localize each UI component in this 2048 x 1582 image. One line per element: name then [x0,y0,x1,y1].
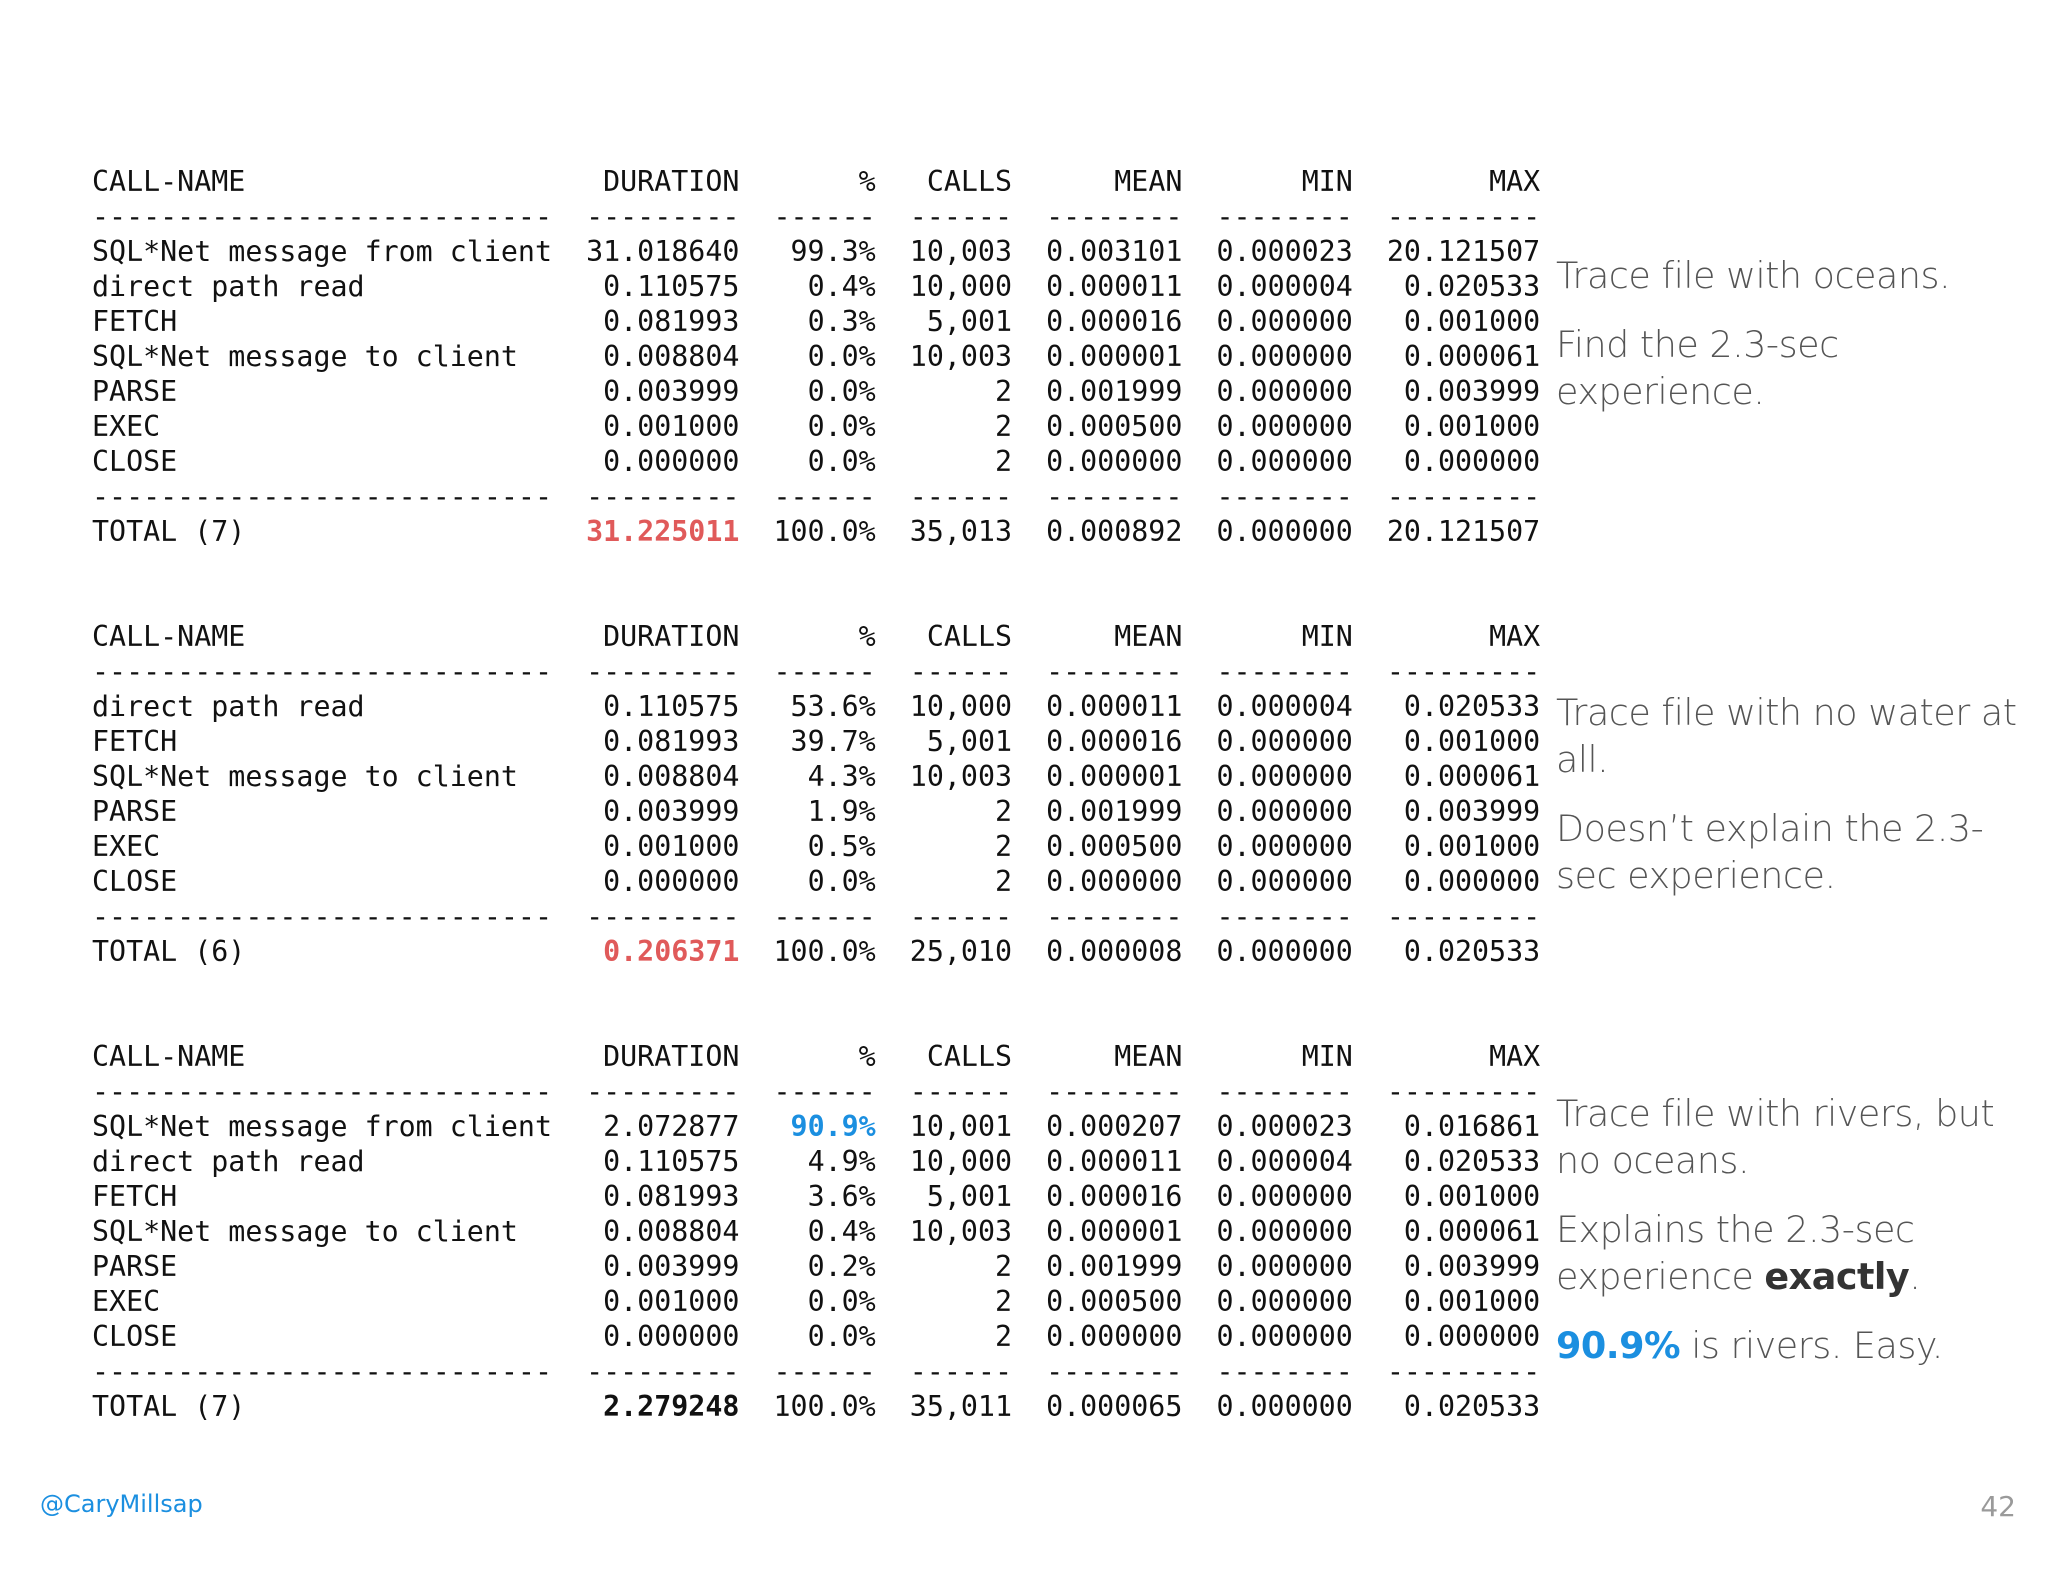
cell-mean: 0.000500 [1046,410,1183,443]
cell-min: -------- [1216,900,1353,933]
cell-max: 0.001000 [1403,1180,1541,1213]
cell-max: 0.000061 [1403,340,1541,373]
cell-duration: 0.081993 [603,305,740,338]
cell-duration: --------- [586,480,740,513]
cell-mean: 0.000008 [1046,935,1183,968]
cell-call-name: SQL*Net message to client [92,760,518,793]
cell-max: 0.001000 [1403,725,1541,758]
cell-mean: 0.003101 [1046,235,1183,268]
note-no-water-line-2: Doesn’t explain the 2.3-sec experience. [1556,807,1984,897]
cell-min: 0.000000 [1216,1180,1353,1213]
cell-min: 0.000000 [1216,410,1353,443]
cell-min: 0.000000 [1216,375,1353,408]
cell-min: 0.000004 [1216,1145,1353,1178]
cell-min: 0.000000 [1216,1320,1353,1353]
cell-call-name: CLOSE [92,445,178,478]
cell-percent: % [858,620,876,653]
note-rivers-line-3-text: is rivers. Easy. [1680,1324,1943,1367]
note-oceans-line-2: Find the 2.3-sec experience. [1556,323,1839,413]
cell-call-name: --------------------------- [92,655,552,688]
cell-calls: 2 [994,445,1013,478]
table-row [92,339,1540,374]
cell-max: MAX [1489,620,1541,653]
cell-mean: -------- [1046,200,1183,233]
cell-min: 0.000000 [1216,725,1353,758]
cell-call-name: EXEC [92,410,161,443]
cell-calls: 2 [995,1285,1013,1318]
cell-calls: 10,003 [909,235,1012,268]
cell-call-name: --------------------------- [92,900,552,933]
cell-calls: CALLS [926,620,1013,653]
cell-duration: DURATION [603,165,740,198]
cell-mean: 0.000892 [1046,515,1183,548]
cell-calls: 10,003 [909,340,1013,373]
cell-percent: 0.5% [807,830,876,863]
cell-percent: ------ [773,1355,876,1388]
cell-calls: 2 [994,865,1013,898]
cell-calls: 10,000 [909,690,1013,723]
table-header-row [92,619,1540,654]
cell-call-name: CALL-NAME [92,165,246,198]
cell-percent: 4.3% [807,760,876,793]
cell-min: 0.000000 [1216,305,1353,338]
cell-max: --------- [1386,200,1541,233]
table-row [92,1179,1540,1214]
cell-mean: 0.000065 [1046,1390,1183,1423]
cell-max: MAX [1489,1040,1541,1073]
table-row [92,864,1540,899]
cell-mean: 0.000011 [1046,270,1183,303]
cell-percent: % [858,1040,876,1073]
cell-percent: ------ [773,1075,876,1108]
cell-min: 0.000000 [1216,865,1353,898]
cell-call-name: TOTAL (6) [92,935,246,968]
cell-min: -------- [1216,1075,1353,1108]
note-no-water [1556,689,2026,921]
cell-call-name: PARSE [92,795,178,828]
cell-calls: 2 [994,1320,1013,1353]
cell-mean: -------- [1046,900,1183,933]
cell-calls: ------ [909,900,1012,933]
cell-percent: ------ [773,480,876,513]
cell-min: 0.000000 [1216,830,1353,863]
cell-mean: 0.000000 [1046,1320,1183,1353]
cell-calls: 2 [995,830,1013,863]
cell-calls: ------ [909,200,1012,233]
table-total-row [92,934,1540,969]
cell-call-name: FETCH [92,725,178,758]
note-rivers-line-1: Trace file with rivers, but no oceans. [1556,1092,1995,1182]
cell-duration: 0.206371 [603,935,740,968]
cell-duration: 0.008804 [603,1215,740,1248]
cell-max: 0.016861 [1403,1110,1541,1143]
note-no-water-line-1: Trace file with no water at all. [1556,691,2017,781]
cell-min: -------- [1216,480,1353,513]
cell-call-name: TOTAL (7) [92,515,246,548]
cell-calls: ------ [909,655,1012,688]
cell-min: 0.000023 [1216,235,1353,268]
table-row [92,1109,1540,1144]
table-separator [92,1354,1540,1389]
cell-duration: 0.081993 [603,1180,740,1213]
cell-max: 0.003999 [1403,375,1541,408]
cell-calls: 5,001 [926,725,1013,758]
cell-max: 0.020533 [1403,1390,1541,1423]
cell-max: 0.000061 [1403,760,1541,793]
profile-table-oceans [92,164,1540,549]
cell-duration: DURATION [603,620,740,653]
cell-max: 0.001000 [1403,830,1541,863]
cell-calls: 10,003 [909,1215,1013,1248]
cell-min: 0.000000 [1216,795,1353,828]
cell-max: 0.000000 [1403,865,1541,898]
cell-duration: --------- [586,655,740,688]
note-rivers-line-3 [1556,1322,2026,1369]
note-oceans [1556,252,2026,437]
note-rivers-emphasis: exactly [1764,1255,1910,1298]
cell-duration: 0.008804 [603,760,740,793]
cell-mean: 0.001999 [1046,375,1183,408]
cell-calls: 35,013 [909,515,1012,548]
note-rivers-line-2-end: . [1909,1255,1921,1298]
table-row [92,1284,1540,1319]
cell-duration: 0.003999 [603,1250,740,1283]
table-separator [92,654,1540,689]
table-row [92,1319,1540,1354]
cell-duration: 0.110575 [603,1145,740,1178]
cell-duration: --------- [586,1355,740,1388]
cell-duration: 0.001000 [603,410,740,443]
table-row [92,829,1540,864]
cell-percent: 39.7% [790,725,876,758]
cell-call-name: --------------------------- [92,1075,552,1108]
cell-percent: 100.0% [773,935,876,968]
cell-percent: 0.0% [807,410,876,443]
cell-call-name: PARSE [92,375,178,408]
cell-duration: 0.008804 [603,340,740,373]
cell-duration: 0.081993 [603,725,740,758]
cell-duration: DURATION [603,1040,740,1073]
cell-max: 0.001000 [1403,305,1541,338]
cell-mean: MEAN [1114,620,1183,653]
cell-max: --------- [1386,1075,1541,1108]
cell-min: 0.000004 [1216,270,1353,303]
cell-duration: 0.000000 [603,445,740,478]
cell-max: MAX [1489,165,1541,198]
cell-call-name: direct path read [92,690,365,723]
note-rivers [1556,1090,2026,1391]
note-oceans-line-1: Trace file with oceans. [1556,254,1951,297]
cell-call-name: direct path read [92,1145,365,1178]
cell-max: --------- [1386,900,1541,933]
cell-duration: 31.018640 [586,235,740,268]
cell-duration: 0.000000 [603,1320,740,1353]
cell-mean: 0.000016 [1046,725,1183,758]
cell-percent: 0.0% [807,340,876,373]
note-rivers-line-2 [1556,1206,2026,1300]
cell-min: 0.000000 [1216,760,1353,793]
cell-duration: 0.003999 [603,795,740,828]
table-total-row [92,514,1540,549]
cell-percent: 0.4% [807,270,876,303]
table-row [92,1249,1540,1284]
table-row [92,1214,1540,1249]
cell-min: -------- [1216,655,1353,688]
cell-call-name: CALL-NAME [92,620,246,653]
cell-mean: 0.000001 [1046,340,1183,373]
cell-max: 0.003999 [1403,1250,1541,1283]
cell-max: 0.020533 [1403,690,1541,723]
cell-mean: 0.000001 [1046,1215,1183,1248]
cell-min: 0.000000 [1216,1390,1353,1423]
cell-percent: 0.0% [807,1320,876,1353]
cell-calls: 10,000 [909,270,1013,303]
cell-mean: 0.000011 [1046,690,1183,723]
cell-mean: 0.001999 [1046,795,1183,828]
cell-mean: 0.000000 [1046,445,1183,478]
cell-min: 0.000000 [1216,340,1353,373]
cell-call-name: SQL*Net message to client [92,340,518,373]
cell-mean: MEAN [1114,165,1183,198]
cell-calls: 25,010 [909,935,1012,968]
cell-min: 0.000000 [1216,515,1353,548]
cell-percent: 100.0% [773,1390,876,1423]
cell-percent: 0.0% [807,1285,876,1318]
cell-duration: 31.225011 [586,515,740,548]
cell-duration: 0.110575 [603,270,740,303]
table-separator [92,1074,1540,1109]
cell-mean: 0.000000 [1046,865,1183,898]
cell-calls: 35,011 [909,1390,1012,1423]
table-row [92,374,1540,409]
page-number: 42 [1980,1490,2016,1523]
profile-table-rivers [92,1039,1540,1424]
cell-max: 0.001000 [1403,1285,1541,1318]
cell-calls: 2 [994,375,1013,408]
cell-max: 0.000000 [1403,1320,1541,1353]
cell-duration: 0.003999 [603,375,740,408]
cell-call-name: SQL*Net message to client [92,1215,518,1248]
cell-percent: ------ [773,900,876,933]
table-separator [92,199,1540,234]
cell-mean: -------- [1046,480,1183,513]
cell-calls: 2 [995,410,1013,443]
cell-calls: 2 [994,795,1013,828]
table-row [92,444,1540,479]
cell-duration: --------- [586,200,740,233]
cell-mean: 0.000500 [1046,830,1183,863]
cell-percent: 4.9% [807,1145,876,1178]
cell-mean: 0.000207 [1046,1110,1183,1143]
note-rivers-line-2-text: Explains the 2.3-sec experience [1556,1208,1915,1298]
cell-max: 0.020533 [1403,1145,1541,1178]
cell-duration: 0.000000 [603,865,740,898]
cell-percent: 0.0% [807,865,876,898]
table-row [92,304,1540,339]
cell-mean: 0.000500 [1046,1285,1183,1318]
cell-percent: 0.4% [807,1215,876,1248]
cell-percent: 90.9% [790,1110,876,1143]
cell-call-name: CLOSE [92,865,178,898]
cell-calls: ------ [909,480,1012,513]
cell-calls: 10,003 [909,760,1013,793]
cell-max: 20.121507 [1386,235,1541,268]
table-row [92,409,1540,444]
cell-percent: ------ [773,200,876,233]
cell-mean: -------- [1046,1075,1183,1108]
table-row [92,1144,1540,1179]
cell-min: -------- [1216,200,1353,233]
cell-min: 0.000000 [1216,445,1353,478]
cell-percent: ------ [773,655,876,688]
table-row [92,234,1540,269]
footer-twitter-handle[interactable]: @CaryMillsap [40,1490,203,1518]
cell-duration: --------- [586,900,740,933]
cell-min: MIN [1301,165,1353,198]
cell-max: 0.000000 [1403,445,1541,478]
cell-call-name: SQL*Net message from client [92,1110,552,1143]
cell-call-name: CALL-NAME [92,1040,246,1073]
cell-max: --------- [1386,480,1541,513]
cell-percent: 0.0% [807,375,876,408]
cell-calls: ------ [909,1355,1012,1388]
cell-call-name: EXEC [92,1285,161,1318]
cell-percent: 0.2% [807,1250,876,1283]
table-separator [92,479,1540,514]
cell-duration: 2.279248 [603,1390,740,1423]
cell-calls: ------ [909,1075,1012,1108]
cell-calls: 5,001 [926,305,1013,338]
cell-duration: 0.001000 [603,830,740,863]
table-row [92,794,1540,829]
cell-percent: 99.3% [790,235,876,268]
cell-min: MIN [1301,1040,1353,1073]
table-header-row [92,164,1540,199]
cell-calls: 10,000 [909,1145,1013,1178]
table-row [92,759,1540,794]
cell-min: 0.000004 [1216,690,1353,723]
cell-min: 0.000000 [1216,935,1353,968]
table-header-row [92,1039,1540,1074]
cell-calls: 2 [994,1250,1013,1283]
cell-mean: MEAN [1114,1040,1183,1073]
cell-min: 0.000023 [1216,1110,1353,1143]
cell-min: 0.000000 [1216,1250,1353,1283]
cell-call-name: direct path read [92,270,365,303]
profile-table-no-water [92,619,1540,969]
cell-max: 20.121507 [1386,515,1541,548]
cell-min: 0.000000 [1216,1285,1353,1318]
cell-max: 0.020533 [1403,270,1541,303]
cell-call-name: TOTAL (7) [92,1390,246,1423]
cell-max: 0.020533 [1403,935,1541,968]
cell-call-name: SQL*Net message from client [92,235,552,268]
cell-call-name: PARSE [92,1250,178,1283]
cell-calls: 5,001 [926,1180,1013,1213]
cell-percent: 0.3% [807,305,876,338]
cell-mean: -------- [1046,655,1183,688]
cell-call-name: CLOSE [92,1320,178,1353]
cell-percent: 3.6% [807,1180,876,1213]
cell-percent: 1.9% [807,795,876,828]
table-separator [92,899,1540,934]
cell-percent: 0.0% [807,445,876,478]
cell-call-name: --------------------------- [92,480,552,513]
cell-duration: --------- [586,1075,740,1108]
cell-mean: 0.000011 [1046,1145,1183,1178]
cell-call-name: --------------------------- [92,1355,552,1388]
cell-call-name: FETCH [92,305,178,338]
cell-duration: 2.072877 [603,1110,740,1143]
cell-duration: 0.001000 [603,1285,740,1318]
cell-min: MIN [1301,620,1353,653]
cell-percent: 100.0% [773,515,876,548]
cell-percent: 53.6% [790,690,876,723]
cell-mean: 0.001999 [1046,1250,1183,1283]
note-rivers-percent: 90.9% [1556,1324,1681,1367]
cell-max: --------- [1386,1355,1541,1388]
cell-calls: CALLS [926,1040,1013,1073]
cell-mean: -------- [1046,1355,1183,1388]
table-row [92,724,1540,759]
cell-max: 0.000061 [1403,1215,1541,1248]
cell-min: -------- [1216,1355,1353,1388]
cell-mean: 0.000001 [1046,760,1183,793]
cell-call-name: --------------------------- [92,200,552,233]
table-row [92,269,1540,304]
cell-calls: CALLS [926,165,1013,198]
cell-duration: 0.110575 [603,690,740,723]
cell-mean: 0.000016 [1046,1180,1183,1213]
cell-calls: 10,001 [909,1110,1013,1143]
cell-call-name: EXEC [92,830,161,863]
table-row [92,689,1540,724]
cell-max: 0.001000 [1403,410,1541,443]
cell-min: 0.000000 [1216,1215,1353,1248]
cell-max: 0.003999 [1403,795,1541,828]
cell-call-name: FETCH [92,1180,178,1213]
cell-mean: 0.000016 [1046,305,1183,338]
table-total-row [92,1389,1540,1424]
cell-percent: % [858,165,876,198]
cell-max: --------- [1386,655,1541,688]
